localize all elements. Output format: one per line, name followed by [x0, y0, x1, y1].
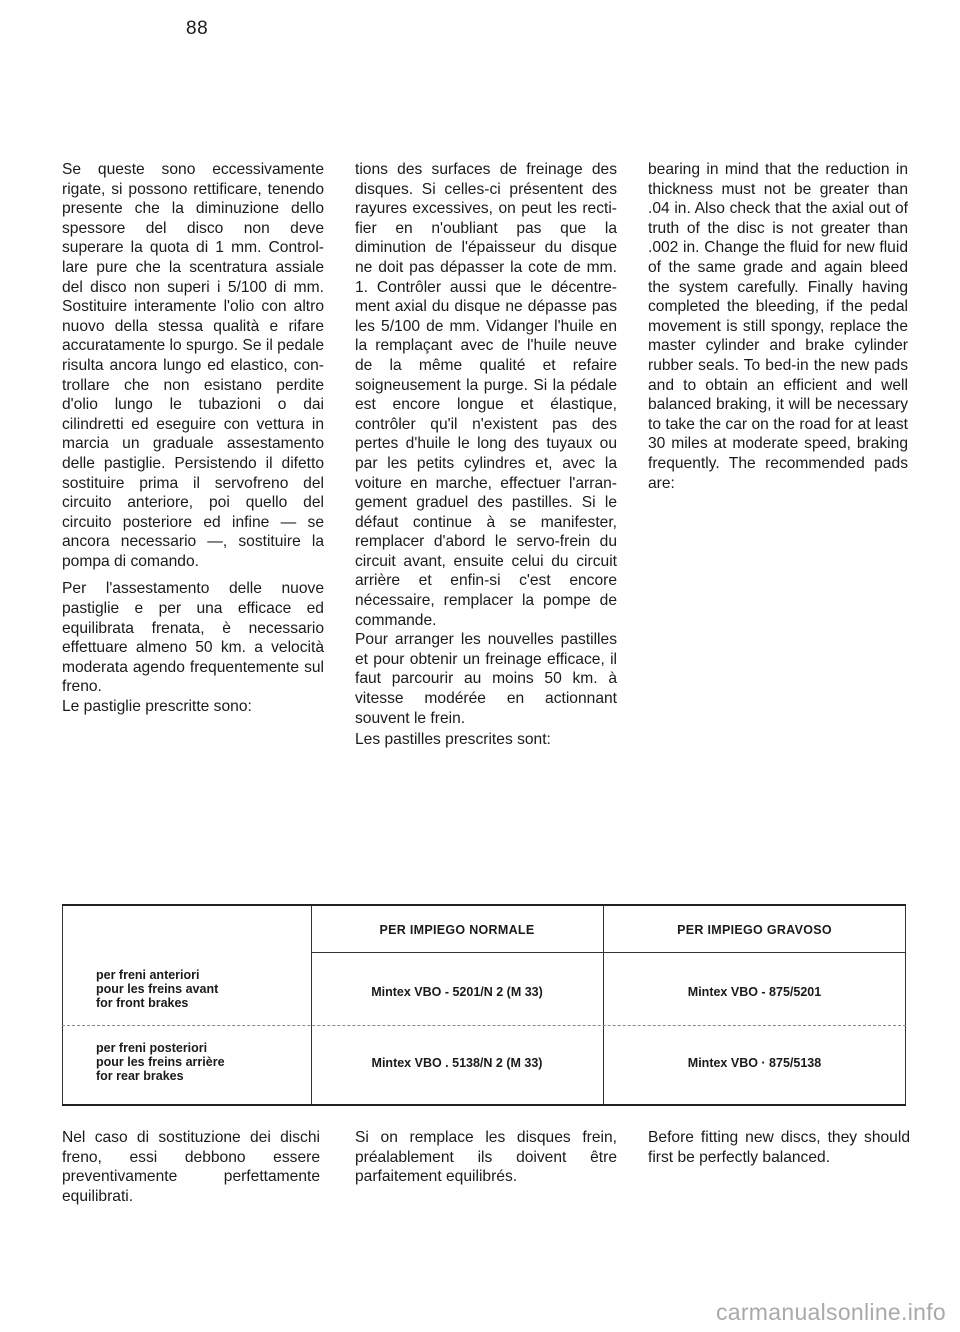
row-label-line: per freni anteriori: [96, 968, 200, 982]
front-normal-pad: Mintex VBO - 5201/N 2 (M 33): [371, 985, 543, 999]
row-label-line: for rear brakes: [96, 1069, 184, 1083]
table-row-separator: [62, 1025, 906, 1026]
english-column: [648, 160, 908, 501]
italian-paragraph-3: Le pastiglie prescritte sono:: [62, 698, 252, 716]
table-header-rule: [311, 952, 906, 953]
italian-column: [62, 160, 324, 725]
english-footer-note: [648, 1128, 910, 1175]
rear-heavy-pad: Mintex VBO · 875/5138: [687, 1056, 822, 1070]
french-paragraph-1: tions des surfaces de freinage des disques. Si celles-ci présentent des rayures excessives, on peut les rectifier en n'oubliant pas que la diminution de l'épaisseur du disque ne doit pas dépasser la cote de mm. 1. Contrôler aussi que le décentrement axial du disque ne dépasse pas les 5/100 de mm. Vidanger l'huile en la remplaçant avec de l'huile neuve de la même qualité et refaire soigneusement la purge. Si la pédale est encore longue et élastique, contrôler qu'il n'existent pas des pertes d'huile le long des tuyaux ou par les petits cylindres et, avec la voiture en marche, effectuer l'arrangement graduel des pastilles. Si le défaut continue à se manifester, remplacer d'abord le servo-frein du circuit avant, ensuite celui du circuit arrière et enfin-si c'est encore nécessaire, remplacer la pompe de commande.: [355, 161, 617, 629]
page-number: 88: [186, 18, 209, 39]
rear-normal-pad: Mintex VBO . 5138/N 2 (M 33): [371, 1056, 543, 1070]
french-paragraph-2: Pour arranger les nouvelles pastilles et pour obtenir un freinage efficace, il faut parcourir au moins 50 km. à vitesse modérée en actionnant souvent le frein.: [355, 631, 617, 727]
french-footer-note: [355, 1128, 617, 1195]
italian-footer-note: [62, 1128, 320, 1214]
french-footer-text: Si on remplace les disques frein, préalablement ils doivent être parfaitement equilibrés.: [355, 1129, 617, 1186]
italian-paragraph-2: Per l'assestamento delle nuove pastiglie e per una efficace ed equilibrata frenata, è necessario effettuare almeno 50 km. a velocità moderata agendo frequentemente sul freno.: [62, 580, 324, 696]
row-label-line: pour les freins arrière: [96, 1055, 225, 1069]
row-label-rear-brakes: [96, 1041, 306, 1083]
header-normal-use: PER IMPIEGO NORMALE: [379, 923, 535, 937]
row-label-line: for front brakes: [96, 996, 189, 1010]
table-border-left: [62, 906, 63, 1104]
watermark: carmanualsonline.info: [715, 1299, 946, 1325]
italian-paragraph-1: Se queste sono eccessivamente rigate, si possono rettificare, tenendo presente che la diminuzione dello spessore del disco non deve superare la quota di 1 mm. Controllare pure che la scentratura assiale del disco non superi i 5/100 di mm. Sostituire interamente l'olio con altro nuovo della stessa qualità e rifare accuratamente lo spurgo. Se il pedale risulta ancora lungo ed elastico, controllare che non esistano perdite d'olio lungo le tubazioni o dai cilindretti ed eseguire con vettura in marcia un graduale assestamento delle pastiglie. Persistendo il difetto sostituire prima il servofreno del circuito anteriore, poi quello del circuito posteriore ed infine — se ancora necessario —, sostituire la pompa di comando.: [62, 161, 324, 570]
front-heavy-pad: Mintex VBO - 875/5201: [687, 985, 822, 999]
english-footer-text: Before fitting new discs, they should first be perfectly balanced.: [648, 1129, 910, 1166]
brake-pads-table: [62, 904, 906, 1106]
italian-footer-text: Nel caso di sostituzione dei dischi freno, essi debbono essere preventivamente perfettamente equilibrati.: [62, 1129, 320, 1205]
french-paragraph-3: Les pastilles prescrites sont:: [355, 731, 551, 749]
row-label-line: pour les freins avant: [96, 982, 219, 996]
row-label-front-brakes: [96, 968, 306, 1010]
english-paragraph-1: bearing in mind that the reduction in thickness must not be greater than .04 in. Also check that the axial out of truth of the disc is not greater than .002 in. Change the fluid for new fluid of the same grade and again bleed the system carefully. Finally having completed the bleeding, if the pedal movement is still spongy, replace the master cylinder and brake cylinder rubber seals. To bed-in the new pads and to obtain an efficient and well balanced braking, it will be necessary to take the car on the road for at least 30 miles at moderate speed, braking frequently. The recommended pads are:: [648, 161, 908, 492]
row-label-line: per freni posteriori: [96, 1041, 208, 1055]
french-column: [355, 160, 617, 758]
header-heavy-use: PER IMPIEGO GRAVOSO: [677, 923, 832, 937]
